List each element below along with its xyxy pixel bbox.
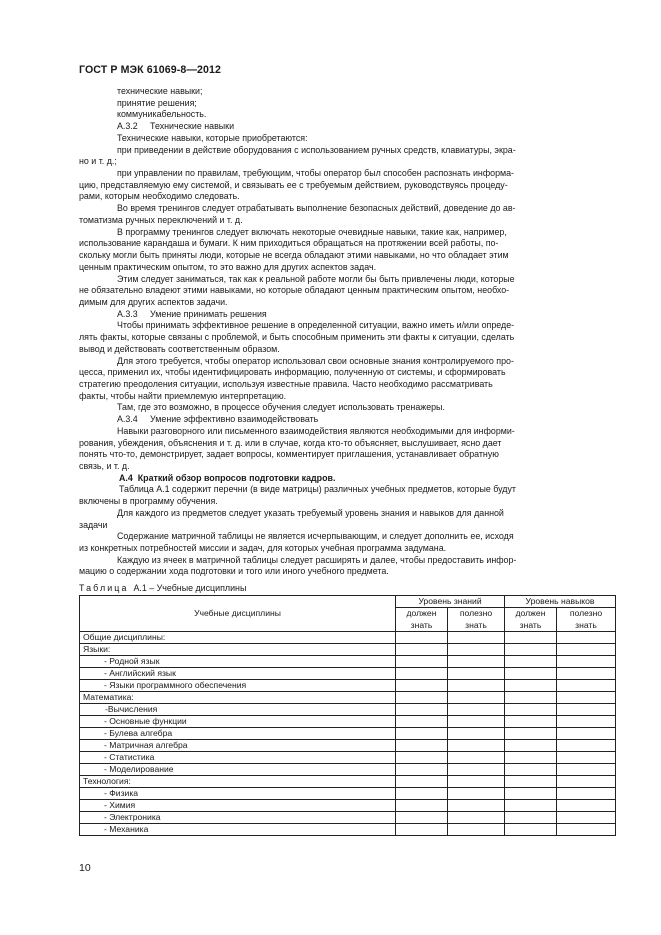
matrix-cell bbox=[448, 656, 505, 668]
section-heading: А.3.3 Умение принимать решения bbox=[117, 308, 267, 319]
matrix-cell bbox=[448, 668, 505, 680]
disciplines-table bbox=[79, 595, 616, 836]
table-row bbox=[80, 776, 616, 788]
matrix-cell bbox=[448, 824, 505, 836]
matrix-cell bbox=[448, 632, 505, 644]
table-row bbox=[80, 692, 616, 704]
text-line: ценным практическим опытом, то это важно для других аспектов задач. bbox=[79, 261, 377, 272]
table-row bbox=[80, 656, 616, 668]
matrix-cell bbox=[557, 800, 616, 812]
document-body bbox=[79, 86, 615, 578]
matrix-cell bbox=[396, 716, 448, 728]
table-row bbox=[80, 716, 616, 728]
matrix-cell bbox=[505, 764, 557, 776]
text-line: рования, убеждения, объяснения и т. д. или в случае, когда кто-то объясняет, выслушивает, ясно дает bbox=[79, 437, 502, 448]
table-row bbox=[80, 632, 616, 644]
text-line: цию, представляемую ему системой, и связывать ее с требуемым действием, руководствуясь процеду- bbox=[79, 179, 508, 190]
matrix-cell bbox=[448, 752, 505, 764]
discipline-cell: -Вычисления bbox=[80, 704, 396, 716]
table-caption-title: А.1 – Учебные дисциплины bbox=[133, 583, 247, 593]
text-line: Для каждого из предметов следует указать требуемый уровень знания и навыков для данной bbox=[117, 507, 504, 518]
text-line: мацию о содержании хода подготовки и того или иного учебного предмета. bbox=[79, 566, 389, 577]
matrix-cell bbox=[396, 764, 448, 776]
table-row bbox=[80, 800, 616, 812]
text-line: цесса, применил их, чтобы идентифицировать информацию, полученную от системы, и сформировать bbox=[79, 367, 506, 378]
matrix-cell bbox=[505, 740, 557, 752]
matrix-cell bbox=[448, 680, 505, 692]
matrix-cell bbox=[396, 692, 448, 704]
column-header-subjects: Учебные дисциплины bbox=[80, 596, 396, 632]
matrix-cell bbox=[557, 692, 616, 704]
matrix-cell bbox=[396, 740, 448, 752]
discipline-cell: - Физика bbox=[80, 788, 396, 800]
matrix-cell bbox=[557, 812, 616, 824]
matrix-cell bbox=[557, 752, 616, 764]
table-row bbox=[80, 704, 616, 716]
table-row bbox=[80, 764, 616, 776]
matrix-cell bbox=[505, 680, 557, 692]
matrix-cell bbox=[448, 788, 505, 800]
matrix-cell bbox=[505, 656, 557, 668]
matrix-cell bbox=[396, 728, 448, 740]
text-line: Этим следует заниматься, так как к реальной работе могли бы быть привлечены люди, которые bbox=[117, 273, 515, 284]
discipline-cell: Технология: bbox=[80, 776, 396, 788]
matrix-cell bbox=[505, 788, 557, 800]
table-row bbox=[80, 644, 616, 656]
text-line: димым для других аспектов задачи. bbox=[79, 296, 228, 307]
text-line: коммуникабельность. bbox=[117, 109, 207, 120]
matrix-cell bbox=[505, 812, 557, 824]
text-line: принятие решения; bbox=[117, 97, 197, 108]
matrix-cell bbox=[505, 704, 557, 716]
matrix-cell bbox=[505, 800, 557, 812]
text-line: задачи bbox=[79, 519, 108, 530]
text-line: Таблица А.1 содержит перечни (в виде матрицы) различных учебных предметов, которые будут bbox=[119, 484, 516, 495]
text-line: использование карандаша и бумаги. К ним приходиться обращаться на протяжении всей работы, по- bbox=[79, 238, 499, 249]
discipline-cell: Общие дисциплины: bbox=[80, 632, 396, 644]
discipline-cell: - Механика bbox=[80, 824, 396, 836]
text-line: Технические навыки, которые приобретаются: bbox=[117, 132, 308, 143]
text-line: технические навыки; bbox=[117, 86, 203, 96]
text-line: вывод и действовать соответственным образом. bbox=[79, 343, 280, 354]
matrix-cell bbox=[505, 776, 557, 788]
table-row bbox=[80, 752, 616, 764]
text-line: Там, где это возможно, в процессе обучения следует использовать тренажеры. bbox=[117, 402, 445, 413]
matrix-cell bbox=[448, 716, 505, 728]
text-line: Навыки разговорного или письменного взаимодействия являются необходимыми для информи- bbox=[117, 425, 515, 436]
discipline-cell: - Родной язык bbox=[80, 656, 396, 668]
text-line: связь, и т. д. bbox=[79, 461, 130, 471]
discipline-cell: - Моделирование bbox=[80, 764, 396, 776]
matrix-cell bbox=[448, 800, 505, 812]
matrix-cell bbox=[557, 776, 616, 788]
discipline-cell: - Статистика bbox=[80, 752, 396, 764]
matrix-cell bbox=[396, 680, 448, 692]
page-number: 10 bbox=[79, 862, 91, 874]
matrix-cell bbox=[505, 716, 557, 728]
matrix-cell bbox=[396, 656, 448, 668]
discipline-cell: Математика: bbox=[80, 692, 396, 704]
table-row bbox=[80, 812, 616, 824]
matrix-cell bbox=[557, 680, 616, 692]
matrix-cell bbox=[448, 764, 505, 776]
section-heading: А.3.4 Умение эффективно взаимодействовать bbox=[117, 414, 319, 425]
table-body bbox=[80, 632, 616, 836]
table-row bbox=[80, 680, 616, 692]
discipline-cell: - Основные функции bbox=[80, 716, 396, 728]
text-line: скольку могли быть приняты люди, которые не всегда обладают этими навыками, но что обладает этим bbox=[79, 250, 509, 261]
matrix-cell bbox=[505, 632, 557, 644]
text-line: факты, чтобы найти приемлемую интерпретацию. bbox=[79, 390, 287, 401]
matrix-cell bbox=[557, 644, 616, 656]
table-caption-word: Таблица bbox=[79, 583, 129, 593]
column-group-skills: Уровень навыков bbox=[505, 596, 616, 608]
matrix-cell bbox=[448, 704, 505, 716]
matrix-cell bbox=[505, 668, 557, 680]
column-group-knowledge: Уровень знаний bbox=[396, 596, 505, 608]
text-line: стратегию преодоления ситуации, используя известные правила. Часто необходимо рассматривать bbox=[79, 378, 493, 389]
text-line: при приведении в действие оборудования с использованием ручных средств, клавиатуры, экра- bbox=[117, 144, 516, 155]
matrix-cell bbox=[396, 704, 448, 716]
text-line: Во время тренингов следует отрабатывать выполнение безопасных действий, доведение до ав- bbox=[117, 203, 516, 214]
matrix-cell bbox=[448, 692, 505, 704]
discipline-cell: - Английский язык bbox=[80, 668, 396, 680]
matrix-cell bbox=[448, 776, 505, 788]
matrix-cell bbox=[557, 788, 616, 800]
matrix-cell bbox=[505, 752, 557, 764]
text-line: Чтобы принимать эффективное решение в определенной ситуации, важно иметь и/или опреде- bbox=[117, 320, 515, 331]
text-line: Каждую из ячеек в матричной таблицы следует расширять и далее, чтобы предоставить инфор- bbox=[117, 554, 517, 565]
column-header-useful-know: полезно знать bbox=[557, 608, 616, 632]
matrix-cell bbox=[396, 788, 448, 800]
matrix-cell bbox=[448, 728, 505, 740]
matrix-cell bbox=[505, 824, 557, 836]
matrix-cell bbox=[396, 812, 448, 824]
text-line: но и т. д.; bbox=[79, 156, 117, 167]
text-line: Содержание матричной таблицы не является исчерпывающим, и следует дополнить ее, исходя bbox=[117, 531, 514, 542]
matrix-cell bbox=[396, 776, 448, 788]
text-line: Для этого требуется, чтобы оператор использовал свои основные знания контролируемого про- bbox=[117, 355, 514, 366]
text-line: лять факты, которые связаны с проблемой, и быть способным применить эти факты к ситуации, сделать bbox=[79, 332, 515, 343]
table-row bbox=[80, 740, 616, 752]
column-header-must-know: должен знать bbox=[505, 608, 557, 632]
text-line: включены в программу обучения. bbox=[79, 496, 218, 507]
matrix-cell bbox=[557, 764, 616, 776]
matrix-cell bbox=[396, 668, 448, 680]
matrix-cell bbox=[396, 644, 448, 656]
table-row bbox=[80, 824, 616, 836]
matrix-cell bbox=[557, 704, 616, 716]
table-row bbox=[80, 668, 616, 680]
text-line: из конкретных потребностей миссии и задач, для которых учебная программа задумана. bbox=[79, 543, 447, 554]
discipline-cell: Языки: bbox=[80, 644, 396, 656]
matrix-cell bbox=[557, 824, 616, 836]
matrix-cell bbox=[557, 716, 616, 728]
matrix-cell bbox=[557, 656, 616, 668]
discipline-cell: - Языки программного обеспечения bbox=[80, 680, 396, 692]
table-caption bbox=[79, 583, 246, 594]
matrix-cell bbox=[396, 632, 448, 644]
text-line: при управлении по правилам, требующим, чтобы оператор был способен распознать информа- bbox=[117, 168, 514, 179]
matrix-cell bbox=[557, 632, 616, 644]
column-header-useful-know: полезно знать bbox=[448, 608, 505, 632]
text-line: томатизма ручных переключений и т. д. bbox=[79, 214, 243, 225]
text-line: не обязательно владеют этими навыками, но которые обладают ценным практическим опытом, необхо- bbox=[79, 285, 510, 296]
matrix-cell bbox=[557, 668, 616, 680]
discipline-cell: - Булева алгебра bbox=[80, 728, 396, 740]
text-line: рами, которым необходимо следовать. bbox=[79, 191, 240, 202]
matrix-cell bbox=[505, 692, 557, 704]
matrix-cell bbox=[396, 752, 448, 764]
section-heading: А.3.2 Технические навыки bbox=[117, 121, 235, 132]
column-header-must-know: должен знать bbox=[396, 608, 448, 632]
matrix-cell bbox=[448, 644, 505, 656]
text-line: В программу тренингов следует включать некоторые очевидные навыки, такие как, например, bbox=[117, 226, 507, 237]
discipline-cell: - Химия bbox=[80, 800, 396, 812]
section-heading-bold: А.4 Краткий обзор вопросов подготовки кадров. bbox=[119, 472, 336, 483]
discipline-cell: - Электроника bbox=[80, 812, 396, 824]
matrix-cell bbox=[448, 812, 505, 824]
discipline-cell: - Матричная алгебра bbox=[80, 740, 396, 752]
matrix-cell bbox=[396, 800, 448, 812]
table-row bbox=[80, 788, 616, 800]
matrix-cell bbox=[448, 740, 505, 752]
text-line: понять что-то, демонстрирует, задает вопросы, комментирует приглашения, устанавливает обратную bbox=[79, 449, 499, 460]
matrix-cell bbox=[505, 644, 557, 656]
matrix-cell bbox=[557, 728, 616, 740]
document-header: ГОСТ Р МЭК 61069-8—2012 bbox=[79, 64, 222, 76]
matrix-cell bbox=[505, 728, 557, 740]
matrix-cell bbox=[396, 824, 448, 836]
table-row bbox=[80, 728, 616, 740]
matrix-cell bbox=[557, 740, 616, 752]
